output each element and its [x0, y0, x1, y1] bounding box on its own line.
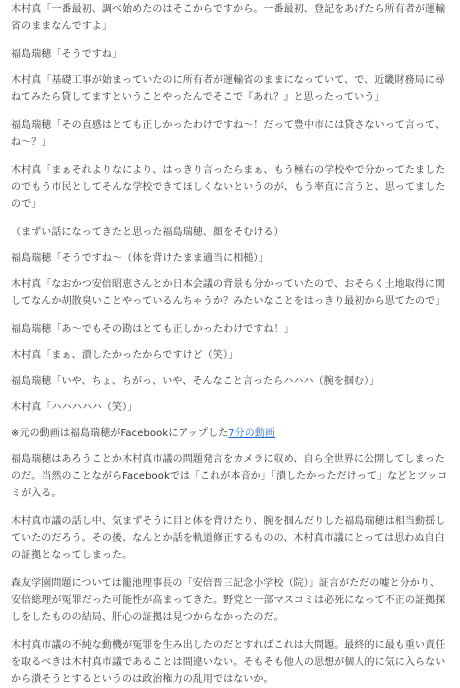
source-note-text: ※元の動画は福島瑞穂がFacebookにアップした	[11, 428, 229, 439]
quote-paragraph: 福島瑞穂「いや、ちょ、ちがっ、いや、そんなこと言ったらハハハ（腕を掴む）」	[11, 376, 380, 387]
quote-paragraph: 木村真「まぁ、潰したかったからですけど（笑）」	[11, 350, 239, 361]
source-note	[11, 425, 450, 442]
quote-paragraph: 福島瑞穂「あ〜でもその勘はとても正しかったわけですね！」	[11, 324, 294, 335]
quote-paragraph: 福島瑞穂「そうですね」	[11, 49, 123, 60]
body-paragraph: 福島瑞穂はあろうことか木村真市議の問題発言をカメラに収め、自ら全世界に公開してしまったのだ。当然のことながらFacebookでは「これが本音か」「潰したかっただけって」などとツッコミが入る。	[11, 454, 448, 499]
body-paragraph: 木村真市議の話し中、気まずそうに目と体を背けたり、腕を掴んだりした福島瑞穂は相当動揺していたのだろう。その後、なんとか話を軌道修正するものの、木村真市議にとっては思わぬ自白の証拠となってしまった。	[11, 516, 446, 561]
quote-paragraph: 木村真「基礎工事が始まっていたのに所有者が運輸省のままになっていて、で、近畿財務局に尋ねてみたら貸してますということやったんでそこで『あれ？』と思ったっていう」	[11, 75, 445, 103]
quote-paragraph: 木村真「ハハハハハ（笑）」	[11, 402, 138, 413]
stage-direction: （まずい話になってきたと思った福島瑞穂、顔をそむける）	[11, 227, 284, 238]
video-link[interactable]: 7分の動画	[228, 428, 276, 439]
quote-paragraph: 福島瑞穂「その直感はとても正しかったわけですね〜！だって豊中市には貸さないって言って、ね〜？」	[11, 120, 446, 148]
body-paragraph: 木村真市議の不純な動機が冤罪を生み出したのだとすればこれは大問題。最終的に最も重い責任を取るべきは木村真市議であることは間違いない。そもそも他人の思想が個人的に気に入らないから潰そうとするというのは政治権力の乱用ではないか。	[11, 640, 446, 685]
quote-paragraph: 木村真「一番最初、調べ始めたのはそこからですから。一番最初、登記をあげたら所有者が運輸省のままなんですよ」	[11, 4, 446, 32]
quote-paragraph: 木村真「まぁそれよりなにより、はっきり言ったらまぁ、もう極右の学校やで分かってたましたのでもう市民としてそんな学校できてほしくないというのが、もう率直に言うと、思ってましたので」	[11, 165, 446, 210]
quote-paragraph: 木村真「なおかつ安倍昭恵さんとか日本会議の背景も分かっていたので、おそらく土地取得に関してなんか胡散臭いことやっているんちゃうか？みたいなことをはっきり最初から思てたので」	[11, 279, 446, 307]
body-paragraph: 森友学園問題については籠池理事長の「安倍晋三記念小学校（院）」証言がただの嘘と分かり、安倍総理が冤罪だった可能性が高まってきた。野党と一部マスコミは必死になって不正の証拠探しをしたものの結局、肝心の証拠は見つからなかったのだ。	[11, 578, 446, 623]
quote-paragraph: 福島瑞穂「そうですね〜（体を背けたまま適当に相槌）」	[11, 253, 269, 264]
